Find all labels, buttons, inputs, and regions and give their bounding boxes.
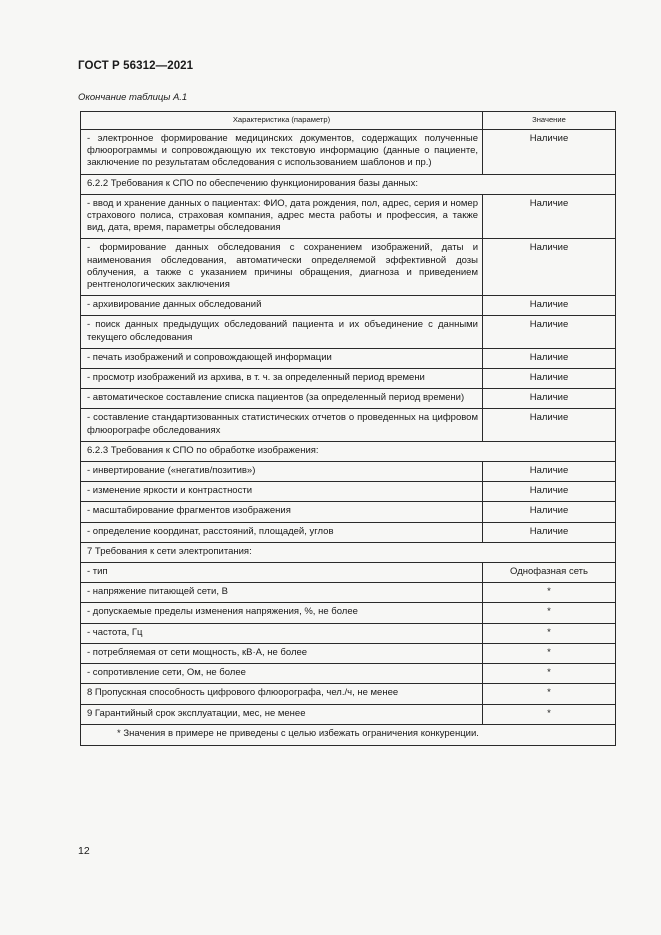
characteristic-cell: - составление стандартизованных статистических отчетов о проведенных на цифровом флюорографе обследованиях (81, 409, 483, 441)
column-header-value: Значение (483, 112, 616, 130)
table-row (81, 603, 616, 623)
table-row (81, 623, 616, 643)
value-cell: Наличие (483, 130, 616, 175)
footnote-row (81, 724, 616, 745)
value-cell: Наличие (483, 409, 616, 441)
table-section-row (81, 441, 616, 461)
value-cell: * (483, 603, 616, 623)
value-cell: Наличие (483, 369, 616, 389)
characteristic-cell: - определение координат, расстояний, площадей, углов (81, 522, 483, 542)
table-row (81, 502, 616, 522)
characteristic-cell: - архивирование данных обследований (81, 296, 483, 316)
characteristic-cell: - инвертирование («негатив/позитив») (81, 462, 483, 482)
table-row (81, 704, 616, 724)
section-heading: 6.2.3 Требования к СПО по обработке изображения: (81, 441, 616, 461)
table-row (81, 664, 616, 684)
characteristic-cell: - поиск данных предыдущих обследований пациента и их объединение с данными текущего обследования (81, 316, 483, 348)
characteristic-cell: - потребляемая от сети мощность, кВ·А, не более (81, 643, 483, 663)
table-row (81, 684, 616, 704)
value-cell: Наличие (483, 522, 616, 542)
characteristic-cell: - ввод и хранение данных о пациентах: ФИО, дата рождения, пол, адрес, серия и номер страхового полиса, страховая компания, адрес места работы и профессия, а также вид, дата, время, параметры обследования (81, 194, 483, 239)
table-row (81, 194, 616, 239)
characteristic-cell: - масштабирование фрагментов изображения (81, 502, 483, 522)
value-cell: Наличие (483, 482, 616, 502)
characteristic-cell: - формирование данных обследования с сохранением изображений, даты и наименования обследования, автоматически определяемой эффективной дозы облучения, а также с указанием причины обращения, диагноза и приведением рентгенологических заключения (81, 239, 483, 296)
value-cell: Наличие (483, 316, 616, 348)
characteristic-cell: - сопротивление сети, Ом, не более (81, 664, 483, 684)
value-cell: Наличие (483, 194, 616, 239)
table-section-row (81, 542, 616, 562)
spec-table (80, 111, 616, 746)
table-body (81, 130, 616, 725)
table-row (81, 316, 616, 348)
table-row (81, 369, 616, 389)
table-row (81, 583, 616, 603)
table-section-row (81, 174, 616, 194)
value-cell: Наличие (483, 462, 616, 482)
value-cell: * (483, 623, 616, 643)
table-row (81, 239, 616, 296)
table-header-row (81, 112, 616, 130)
value-cell: Наличие (483, 348, 616, 368)
value-cell: * (483, 684, 616, 704)
value-cell: Однофазная сеть (483, 563, 616, 583)
table-row (81, 482, 616, 502)
value-cell: Наличие (483, 502, 616, 522)
table-row (81, 522, 616, 542)
characteristic-cell: - напряжение питающей сети, В (81, 583, 483, 603)
characteristic-cell: - изменение яркости и контрастности (81, 482, 483, 502)
value-cell: * (483, 583, 616, 603)
table-row (81, 409, 616, 441)
characteristic-cell: - автоматическое составление списка пациентов (за определенный период времени) (81, 389, 483, 409)
table-row (81, 563, 616, 583)
table-row (81, 130, 616, 175)
characteristic-cell: 9 Гарантийный срок эксплуатации, мес, не менее (81, 704, 483, 724)
standard-code: ГОСТ Р 56312—2021 (78, 60, 194, 72)
characteristic-cell: - электронное формирование медицинских документов, содержащих полученные флюорограммы и сопровождающую их текстовую информацию (данные о пациенте, заключение по результатам обследования с использованием шаблонов и пр.) (81, 130, 483, 175)
value-cell: * (483, 664, 616, 684)
section-heading: 7 Требования к сети электропитания: (81, 542, 616, 562)
section-heading: 6.2.2 Требования к СПО по обеспечению функционирования базы данных: (81, 174, 616, 194)
table-row (81, 389, 616, 409)
page-number: 12 (78, 845, 90, 857)
table-row (81, 296, 616, 316)
table-row (81, 462, 616, 482)
characteristic-cell: - тип (81, 563, 483, 583)
characteristic-cell: - печать изображений и сопровождающей информации (81, 348, 483, 368)
footnote: * Значения в примере не приведены с целью избежать ограничения конкуренции. (81, 724, 616, 745)
value-cell: Наличие (483, 239, 616, 296)
table-caption: Окончание таблицы А.1 (78, 92, 188, 103)
value-cell: Наличие (483, 389, 616, 409)
table-row (81, 643, 616, 663)
column-header-characteristic: Характеристика (параметр) (81, 112, 483, 130)
value-cell: * (483, 643, 616, 663)
characteristic-cell: - допускаемые пределы изменения напряжения, %, не более (81, 603, 483, 623)
table-row (81, 348, 616, 368)
value-cell: Наличие (483, 296, 616, 316)
characteristic-cell: - просмотр изображений из архива, в т. ч. за определенный период времени (81, 369, 483, 389)
characteristic-cell: 8 Пропускная способность цифрового флюорографа, чел./ч, не менее (81, 684, 483, 704)
value-cell: * (483, 704, 616, 724)
characteristic-cell: - частота, Гц (81, 623, 483, 643)
